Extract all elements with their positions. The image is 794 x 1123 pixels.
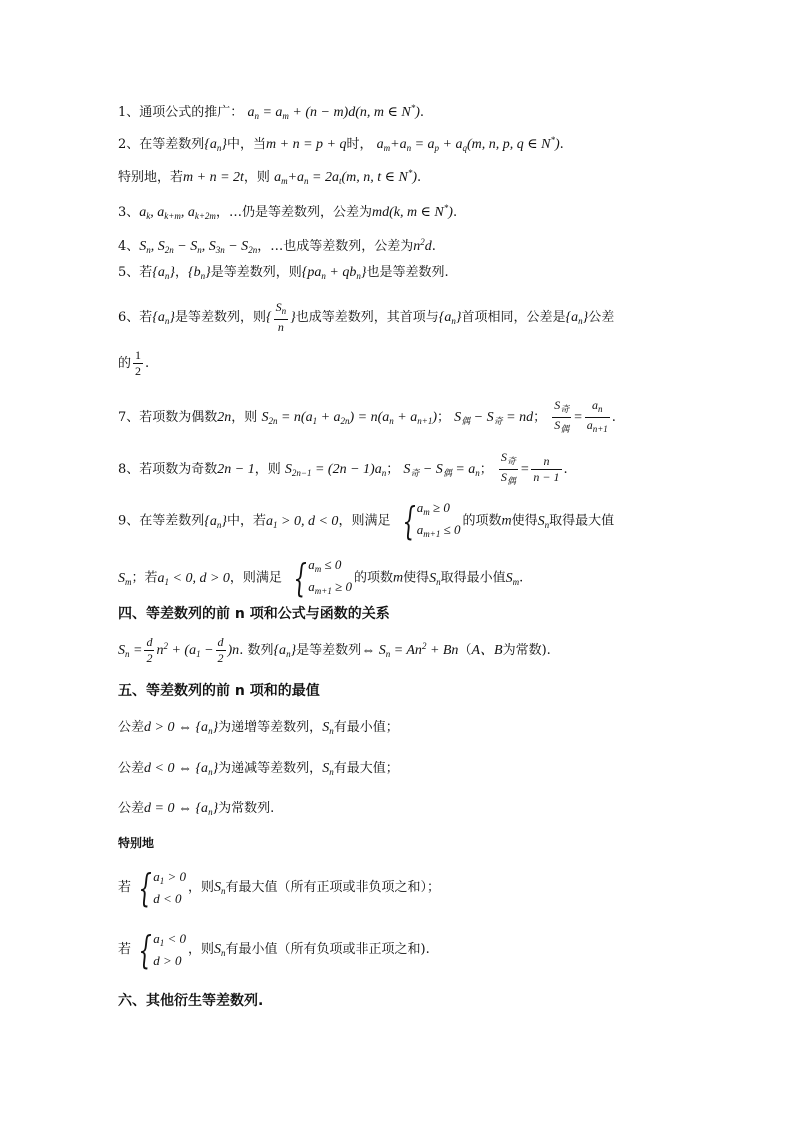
section-5-line-2: 公差d < 0 ⇔ $\{a_n\}$为递减等差数列，$S_n$有最大值； xyxy=(118,761,399,777)
item-2-special: 特别地，若m + n = 2t，则 $a_m+a_n = 2a_t(m$, n, t ∈ N*). xyxy=(118,168,422,186)
section-5-special: 特别地 xyxy=(118,836,155,850)
item-9: 9、在等差数列$\{a_n\}$中，若$a_1 > 0$, d < 0，则满足 { $a_m \ge 0$ $a_{m+1} \le 0$ 的项数m使得$S_n$取得最大值 xyxy=(118,499,615,543)
section-5-title: 五、等差数列的前 n 项和的最值 xyxy=(118,683,320,699)
item-1: 1、通项公式的推广： $a_n = a_m + (n - m)d(n$, m ∈ N*). xyxy=(118,103,425,121)
item-6-cont: 的 $\frac{1}{2}$ . xyxy=(118,348,150,378)
section-5-case-2: 若 { $a_1 < 0$ d > 0 ，则$S_n$有最小值（所有负项或非正项之和). xyxy=(118,927,430,972)
section-4-title: 四、等差数列的前 n 项和公式与函数的关系 xyxy=(118,606,390,622)
item-8: 8、若项数为奇数2n − 1，则 $S_{2n-1} = (2n - 1)a_n$； $S_奇 - S_偶 = a_n$； $\frac{S_奇}{S_偶}$ = $\frac{n}{n - 1}$ . xyxy=(118,450,568,486)
section-4-body: $S_n$ = $\frac{d}{2}$ $n^2 + (a_1$ − $\frac{d}{2}$ )n. 数列$\{a_n\}$是等差数列⇔ $S_n = An^2 + Bn(A$、B为常数). xyxy=(118,635,551,665)
item-9-cont: $S_m$；若$a_1 < 0$, d > 0，则满足 { $a_m \le 0$ $a_{m+1} \ge 0$ 的项数m使得$S_n$取得最小值$S_m$. xyxy=(118,556,524,600)
item-4: 4、$S_n$, $S_{2n} - S_n$, $S_{3n} - S_{2n}$，…也成等差数列，公差为$n^2d$. xyxy=(118,237,436,255)
section-5-line-1: 公差d > 0 ⇔ $\{a_n\}$为递增等差数列，$S_n$有最小值； xyxy=(118,720,399,736)
item-2: 2、在等差数列$\{a_n\}$中，当m + n = p + q时， $a_m+a_n = a_p + a_q(m$, n, p, q ∈ N*). xyxy=(118,135,564,153)
item-5: 5、若$\{a_n\}$，$\{b_n\}$是等差数列，则$\{pa_n + qb_n\}$也是等差数列. xyxy=(118,265,449,281)
section-5-case-1: 若 { $a_1 > 0$ d < 0 ，则$S_n$有最大值（所有正项或非负项之和）； xyxy=(118,865,441,910)
item-7: 7、若项数为偶数2n，则 $S_{2n} = n(a_1 + a_{2n}) = n(a_n + a_{n+1})$； $S_偶 - S_奇$ = nd； $\frac{S_奇}{S_偶}$ = $\frac{a_n}{a_{n+1}}$ . xyxy=(118,398,616,434)
item-3: 3、$a_k$, $a_{k+m}$, $a_{k+2m}$，…仍是等差数列，公差为md(k, m ∈ N*). xyxy=(118,203,458,221)
section-5-line-3: 公差d = 0 ⇔ $\{a_n\}$为常数列. xyxy=(118,801,275,817)
section-6-title: 六、其他衍生等差数列. xyxy=(118,993,264,1009)
item-6: 6、若$\{a_n\}$是等差数列，则{ $\frac{S_n}{n}$ }也成等差数列，其首项与$\{a_n\}$首项相同，公差是$\{a_n\}$公差 xyxy=(118,300,615,334)
